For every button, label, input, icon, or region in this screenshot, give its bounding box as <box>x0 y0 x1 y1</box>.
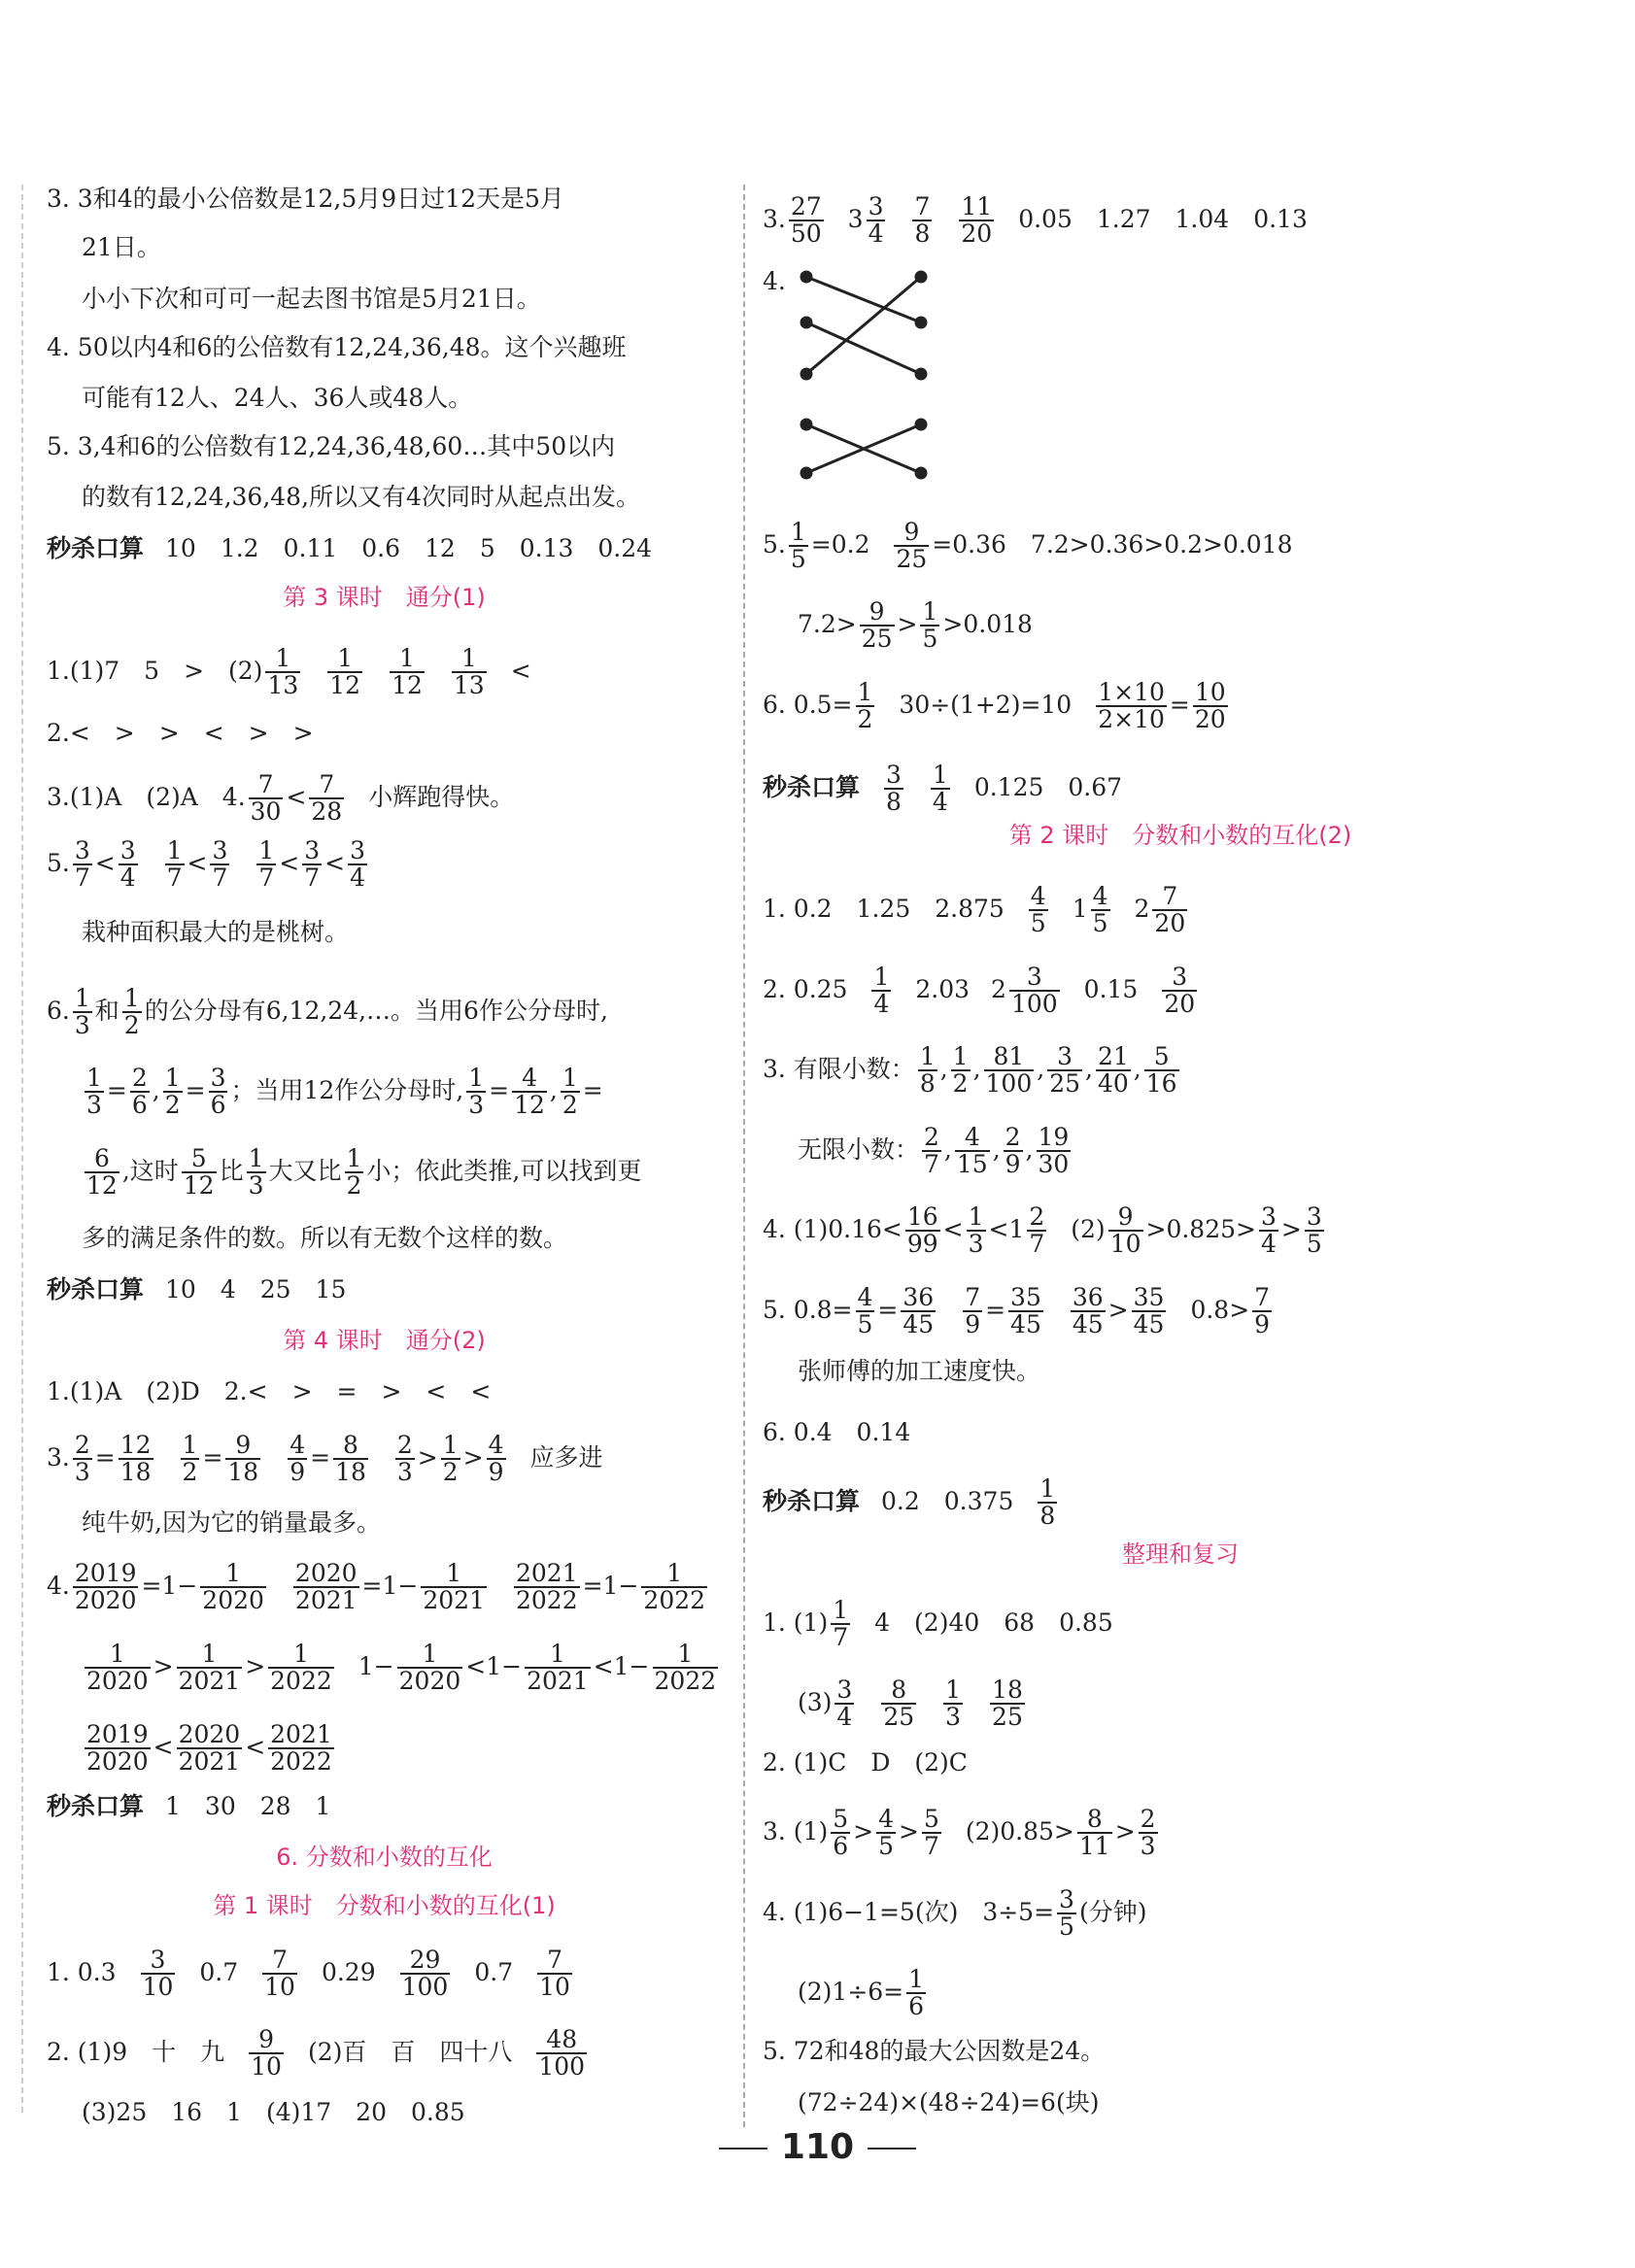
answer-line: 4. $\frac{2019}{2020}$ =1− $\frac{1}{2020}$ $\frac{2020}{2021}$ =1− $\frac{1}{2021}$ $\frac{2021}{2022}$ =1− $\frac{1}{2022}$ <box>47 1559 706 1615</box>
quick-calc-label: 秒杀口算 <box>763 772 861 801</box>
margin-rule <box>21 185 23 2113</box>
answer-line: 1. (1) $\frac{1}{7}$ 4 (2)40 68 0.85 <box>763 1596 1113 1652</box>
matching-diagram <box>797 267 933 481</box>
answer-line: 6. $\frac{1}{3}$ 和 $\frac{1}{2}$ 的公分母有6,12,24,…。当用6作公分母时, <box>47 984 608 1040</box>
section-title: 第 1 课时 分数和小数的互化(1) <box>213 1892 556 1919</box>
answer-line: 无限小数： $\frac{2}{7}$ , $\frac{4}{15}$ , $\frac{2}{9}$ , $\frac{19}{30}$ <box>798 1123 1070 1179</box>
answer-line: 2.< > > < > > <box>47 719 314 747</box>
answer-line: (2)1÷6= $\frac{1}{6}$ <box>798 1965 925 2021</box>
quick-calc-values: 0.125 0.67 <box>973 772 1123 801</box>
quick-calc <box>47 1792 330 1821</box>
answer-line: 3. (1) $\frac{5}{6}$ > $\frac{4}{5}$ > $\frac{5}{7}$ (2)0.85> $\frac{8}{11}$ > $\frac{2}{3}$ <box>763 1805 1156 1861</box>
quick-calc <box>47 534 652 563</box>
answer-line: 3. 有限小数： $\frac{1}{8}$ , $\frac{1}{2}$ , $\frac{81}{100}$ , $\frac{3}{25}$ , $\frac{21}{40}$ , $\frac{5}{16}$ <box>763 1042 1177 1099</box>
column-divider <box>743 185 745 2127</box>
answer-line: 2. 0.25 $\frac{1}{4}$ 2.03 2 $\frac{3}{100}$ 0.15 $\frac{3}{20}$ <box>763 963 1196 1019</box>
answer-line: 4. 50以内4和6的公倍数有12,24,36,48。这个兴趣班 <box>47 333 627 361</box>
quick-calc-values: 10 4 25 15 <box>165 1275 347 1303</box>
answer-line: $\frac{1}{3}$ = $\frac{2}{6}$ , $\frac{1}{2}$ = $\frac{3}{6}$ ；当用12作公分母时, $\frac{1}{3}$ = $\frac{4}{12}$ , $\frac{1}{2}$ = <box>86 1064 603 1120</box>
answer-line: (3) $\frac{3}{4}$ $\frac{8}{25}$ $\frac{1}{3}$ $\frac{18}{25}$ <box>798 1676 1023 1732</box>
section-title: 整理和复习 <box>1122 1540 1239 1568</box>
answer-line: 1.(1)7 5 > (2) $\frac{1}{13}$ $\frac{1}{12}$ $\frac{1}{12}$ $\frac{1}{13}$ < <box>47 644 531 700</box>
answer-line: 4. (1)0.16< $\frac{16}{99}$ < $\frac{1}{3}$ <1 $\frac{2}{7}$ (2) $\frac{9}{10}$ >0.825> $\frac{3}{4}$ > $\frac{3}{5}$ <box>763 1202 1322 1259</box>
answer-line: 3. $\frac{27}{50}$ 3 $\frac{3}{4}$ $\frac{7}{8}$ $\frac{11}{20}$ 0.05 1.27 1.04 0.13 <box>763 192 1308 249</box>
section-title: 第 3 课时 通分(1) <box>283 584 486 611</box>
answer-line: $\frac{1}{2020}$ > $\frac{1}{2021}$ > $\frac{1}{2022}$ 1− $\frac{1}{2020}$ <1− $\frac{1}{2021}$ <1− $\frac{1}{2022}$ <box>86 1640 717 1696</box>
answer-line: 5. 0.8= $\frac{4}{5}$ = $\frac{36}{45}$ $\frac{7}{9}$ = $\frac{35}{45}$ $\frac{36}{45}$ > $\frac{35}{45}$ 0.8> $\frac{7}{9}$ <box>763 1283 1271 1339</box>
quick-calc-label: 秒杀口算 <box>47 534 145 562</box>
answer-line: 1.(1)A (2)D 2.< > = > < < <box>47 1377 492 1405</box>
answer-line: 2. (1)C D (2)C <box>763 1748 968 1777</box>
answer-line: 4. (1)6−1=5(次) 3÷5= $\frac{3}{5}$ (分钟) <box>763 1885 1147 1942</box>
answer-line: 纯牛奶,因为它的销量最多。 <box>82 1508 381 1537</box>
answer-line: (72÷24)×(48÷24)=6(块) <box>798 2088 1100 2116</box>
answer-line: 5. 3,4和6的公倍数有12,24,36,48,60…其中50以内 <box>47 432 616 460</box>
quick-calc-values: 10 1.2 0.11 0.6 12 5 0.13 0.24 <box>165 534 653 562</box>
answer-line: $\frac{2019}{2020}$ < $\frac{2020}{2021}$ < $\frac{2021}{2022}$ <box>86 1720 332 1777</box>
answer-line: 5. $\frac{3}{7}$ < $\frac{3}{4}$ $\frac{1}{7}$ < $\frac{3}{7}$ $\frac{1}{7}$ < $\frac{3}{7}$ < $\frac{3}{4}$ <box>47 836 366 893</box>
answer-line: 小小下次和可可一起去图书馆是5月21日。 <box>82 285 541 313</box>
quick-calc-values: 0.2 0.375 <box>881 1486 1014 1515</box>
answer-line: 6. 0.5= $\frac{1}{2}$ 30÷(1+2)=10 $\frac{1\times 10}{2\times 10}$ = $\frac{10}{20}$ <box>763 678 1226 734</box>
answer-line: 5. 72和48的最大公因数是24。 <box>763 2037 1106 2065</box>
answer-line: 多的满足条件的数。所以有无数个这样的数。 <box>82 1224 568 1252</box>
quick-calc-label: 秒杀口算 <box>47 1792 145 1820</box>
quick-calc-label: 秒杀口算 <box>763 1486 861 1515</box>
answer-line: 可能有12人、24人、36人或48人。 <box>82 384 473 412</box>
answer-line: 1. 0.2 1.25 2.875 $\frac{4}{5}$ 1 $\frac{4}{5}$ 2 $\frac{7}{20}$ <box>763 882 1186 938</box>
answer-line: 21日。 <box>82 233 161 261</box>
answer-line: 6. 0.4 0.14 <box>763 1418 911 1446</box>
quick-calc <box>47 1275 346 1304</box>
page-number: 110 <box>0 2127 1635 2167</box>
quick-calc-values: 1 30 28 1 <box>165 1792 331 1820</box>
answer-line: 7.2> $\frac{9}{25}$ > $\frac{1}{5}$ >0.018 <box>798 597 1033 654</box>
answer-line: 栽种面积最大的是桃树。 <box>82 918 350 946</box>
section-title: 6. 分数和小数的互化 <box>276 1844 493 1871</box>
answer-line: 3. $\frac{2}{3}$ = $\frac{12}{18}$ $\frac{1}{2}$ = $\frac{9}{18}$ $\frac{4}{9}$ = $\frac{8}{18}$ $\frac{2}{3}$ > $\frac{1}{2}$ > $\frac{4}{9}$ 应多进 <box>47 1431 603 1487</box>
answer-line: 张师傅的加工速度快。 <box>798 1357 1041 1385</box>
answer-line: 3. 3和4的最小公倍数是12,5月9日过12天是5月 <box>47 185 564 213</box>
quick-calc-label: 秒杀口算 <box>47 1275 145 1303</box>
answer-line: (3)25 16 1 (4)17 20 0.85 <box>82 2098 465 2126</box>
section-title: 第 4 课时 通分(2) <box>283 1327 486 1354</box>
answer-line: 5. $\frac{1}{5}$ =0.2 $\frac{9}{25}$ =0.36 7.2>0.36>0.2>0.018 <box>763 518 1293 574</box>
answer-line: 3.(1)A (2)A 4. $\frac{7}{30}$ < $\frac{7}{28}$ 小辉跑得快。 <box>47 770 515 827</box>
answer-line: 的数有12,24,36,48,所以又有4次同时从起点出发。 <box>82 483 640 511</box>
answer-line: 4. <box>763 267 786 295</box>
quick-calc: 秒杀口算 $\frac{3}{8}$ $\frac{1}{4}$ 0.125 0.67 <box>763 761 1123 817</box>
quick-calc: 秒杀口算 0.2 0.375 $\frac{1}{8}$ <box>763 1474 1056 1531</box>
answer-line: $\frac{6}{12}$ ,这时 $\frac{5}{12}$ 比 $\frac{1}{3}$ 大又比 $\frac{1}{2}$ 小；依此类推,可以找到更 <box>86 1144 642 1201</box>
answer-line: 2. (1)9 十 九 $\frac{9}{10}$ (2)百 百 四十八 $\frac{48}{100}$ <box>47 2025 586 2082</box>
answer-line: 1. 0.3 $\frac{3}{10}$ 0.7 $\frac{7}{10}$ 0.29 $\frac{29}{100}$ 0.7 $\frac{7}{10}$ <box>47 1946 570 2002</box>
section-title: 第 2 课时 分数和小数的互化(2) <box>1008 822 1352 849</box>
